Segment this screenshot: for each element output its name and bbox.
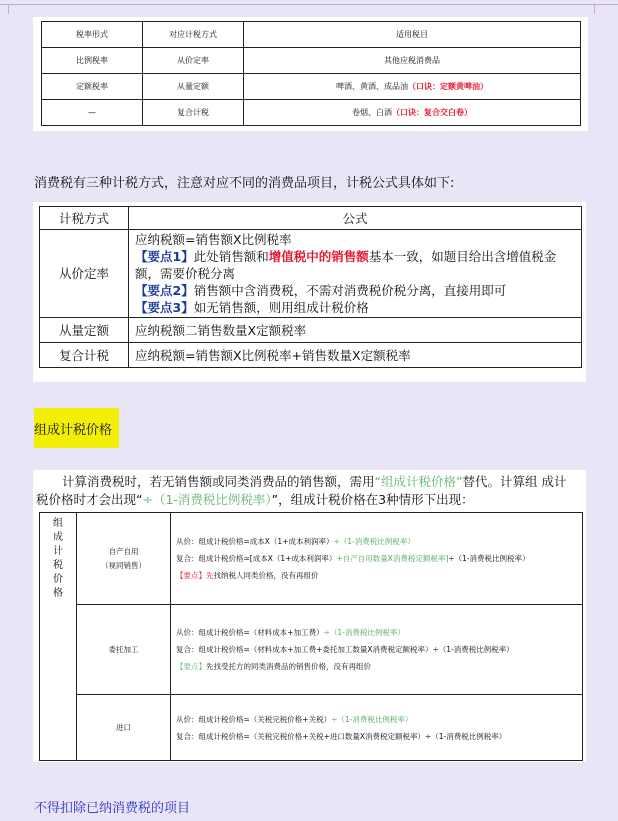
point-tag: 【要点1】 <box>135 249 194 264</box>
formula-table <box>39 206 582 368</box>
scenario-name: 委托加工 <box>108 644 139 654</box>
table-row <box>42 100 581 126</box>
scenario-cell <box>77 605 171 695</box>
header-formula: 公式 <box>129 207 582 230</box>
point-tag: 【要点2】 <box>135 283 194 298</box>
table-row <box>40 343 582 368</box>
intro-text: ”，组成计税价格在3种情形下出现： <box>271 492 474 507</box>
items-text: 卷烟、白酒 <box>352 108 392 117</box>
rule-highlight: ÷（1-消费税比例税率） <box>333 537 415 546</box>
scenario-sub: （视同销售） <box>101 560 146 570</box>
scenario-cell <box>77 513 171 605</box>
header-items: 适用税目 <box>244 22 581 48</box>
items-cell <box>244 100 581 126</box>
method-cell: 从价定率 <box>143 48 244 74</box>
method-cell: 从量定额 <box>143 74 244 100</box>
table-header-row <box>42 22 581 48</box>
rule-cell <box>171 695 583 761</box>
header-rate-form: 税率形式 <box>42 22 143 48</box>
table-row <box>40 695 583 761</box>
rule-line <box>176 624 577 641</box>
section-heading: 组成计税价格 <box>34 408 119 448</box>
section-heading-footer: 不得扣除已纳消费税的项目 <box>34 801 191 816</box>
scenario-name: 自产自用 <box>108 546 139 556</box>
formula-cell <box>129 230 582 318</box>
side-label-text: 组成计税价格 <box>53 518 63 599</box>
point-3 <box>135 299 575 316</box>
highlight-text: 增值税中的销售额 <box>268 249 369 264</box>
header-method: 计税方式 <box>40 207 129 230</box>
rule-text: 复合：组成计税价格=[成本X（1+成本利润率） <box>176 554 337 563</box>
scenario-name: 进口 <box>116 722 131 732</box>
table-row <box>42 74 581 100</box>
table-row <box>42 48 581 74</box>
rule-line <box>176 550 577 567</box>
composite-intro <box>36 473 578 509</box>
intro-highlight: ÷（1-消费税比例税率） <box>142 492 272 507</box>
rule-line: 复合：组成计税价格=（材料成本+加工费+委托加工数量X消费税定额税率）÷（1-消费税比例税率） <box>176 645 514 654</box>
rule-text: 从价：组成计税价格=（材料成本+加工费） <box>176 628 324 637</box>
method-cell: 复合计税 <box>40 343 129 368</box>
tip-tag: 【要点】 <box>176 571 206 580</box>
mnemonic-tip: （口诀：定额黄啤油） <box>408 82 488 91</box>
scenario-cell <box>77 695 171 761</box>
formula-cell: 应纳税额=销售额X比例税率+销售数量X定额税率 <box>129 343 582 368</box>
header-method: 对应计税方式 <box>143 22 244 48</box>
table-header-row <box>40 207 582 230</box>
table-row <box>40 230 582 318</box>
intro-text: 替代。计算组 成计税价格时才会出现“ <box>36 474 567 507</box>
intro-text: 计算消费税时，若无销售额或同类消费品的销售额，需用 <box>62 474 375 489</box>
rule-line <box>176 533 577 550</box>
rule-highlight: ÷（1-消费税比例税率） <box>331 714 413 724</box>
point-tag: 【要点3】 <box>135 300 194 315</box>
rule-line <box>176 711 577 728</box>
rule-tip <box>176 567 577 584</box>
table-row <box>40 605 583 695</box>
rule-text: ÷（1-消费税比例税率） <box>448 554 530 563</box>
method-cell: 复合计税 <box>143 100 244 126</box>
rule-text: 从价：组成计税价格=（关税完税价格+关税） <box>176 714 332 724</box>
formula-table-card <box>33 202 586 382</box>
point-1 <box>135 248 575 282</box>
items-cell <box>244 48 581 74</box>
composite-price-table <box>39 512 583 761</box>
rule-line: 复合：组成计税价格=（关税完税价格+关税+进口数量X消费税定额税率）÷（1-消费税比例税率） <box>176 731 507 741</box>
composite-price-card <box>33 470 586 762</box>
tax-rate-table <box>41 21 581 126</box>
table-row <box>40 318 582 343</box>
rule-text: 从价：组成计税价格=成本X（1+成本利润率） <box>176 537 334 546</box>
items-cell <box>244 74 581 100</box>
rate-form-cell: 比例税率 <box>42 48 143 74</box>
rule-cell <box>171 605 583 695</box>
method-cell: 从量定额 <box>40 318 129 343</box>
tip-tag: 【要点】 <box>176 662 206 671</box>
items-text: 其他应税消费品 <box>384 56 440 65</box>
rate-form-cell: — <box>42 100 143 126</box>
rate-form-cell: 定额税率 <box>42 74 143 100</box>
corner-mark-left <box>8 4 9 14</box>
formula-cell: 应纳税额二销售数量X定额税率 <box>129 318 582 343</box>
rule-cell <box>171 513 583 605</box>
point-text: 此处销售额和 <box>193 249 269 264</box>
tip-text: 先找受托方的同类消费品的销售价格，没有再组价 <box>206 662 371 671</box>
formula-text: 应纳税额=销售额X比例税率 <box>135 232 292 247</box>
tip-emphasis: 先 <box>206 571 214 580</box>
items-text: 啤酒、黄酒、成品油 <box>336 82 408 91</box>
rule-highlight: +自产自用数量X消费税定额税率] <box>336 554 449 563</box>
point-text: 销售额中含消费税，不需对消费税价税分离，直接用即可 <box>193 283 507 298</box>
corner-mark-right <box>594 4 595 14</box>
point-text: 基本一致，如题目给出含增值税金额，需要价税分离 <box>135 249 557 281</box>
tip-text: 找纳税人同类价格，没有再组价 <box>213 571 319 580</box>
tax-rate-table-card <box>33 17 588 131</box>
intro-highlight: “组成计税价格” <box>374 474 463 489</box>
point-text: 如无销售额，则用组成计税价格 <box>193 300 369 315</box>
rule-tip <box>176 658 577 675</box>
side-label <box>40 513 77 761</box>
mnemonic-tip: （口诀：复合交白卷） <box>392 108 472 117</box>
method-cell: 从价定率 <box>40 230 129 318</box>
point-2 <box>135 282 575 299</box>
table-row <box>40 513 583 605</box>
intro-sentence: 消费税有三种计税方式，注意对应不同的消费品项目，计税公式具体如下: <box>34 176 455 191</box>
rule-highlight: ÷（1-消费税比例税率） <box>323 628 405 637</box>
page-top-rule <box>0 4 618 5</box>
